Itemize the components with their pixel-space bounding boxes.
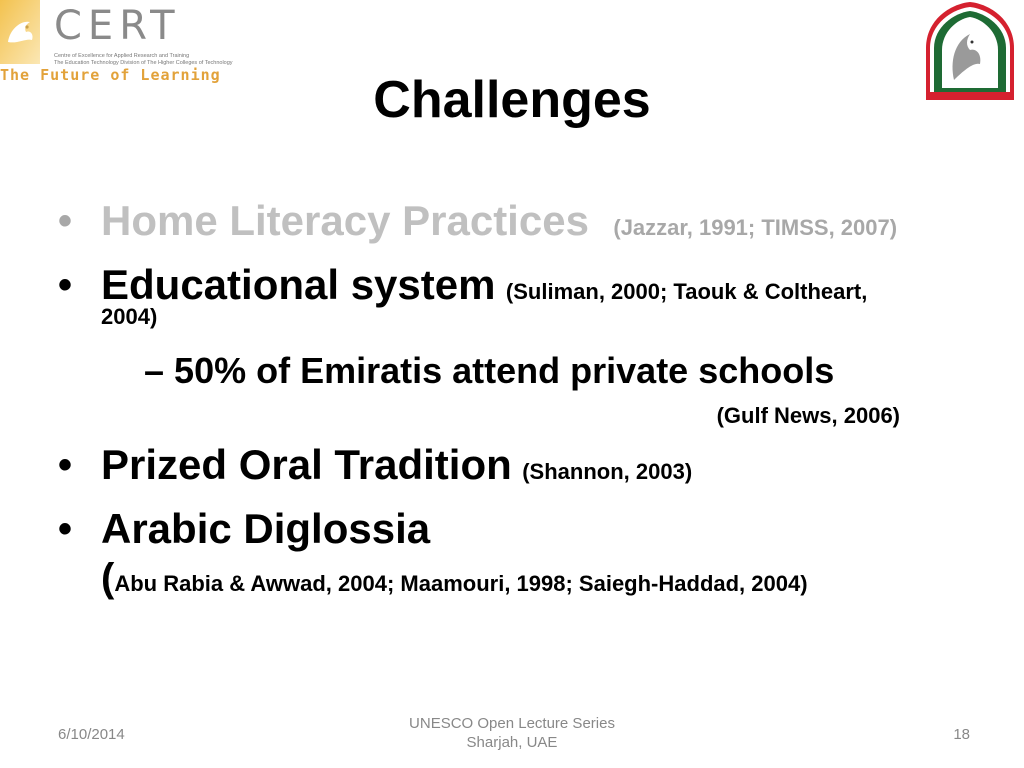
bullet-text: Prized Oral Tradition <box>101 441 512 488</box>
cert-wordmark: CERT <box>54 3 181 49</box>
bullet-oral-tradition <box>58 436 1008 500</box>
cert-subtitle-2: The Education Technology Division of The Higher Colleges of Technology <box>54 60 233 66</box>
cert-tagline: The Future of Learning <box>0 66 221 84</box>
sub-bullet-dash: – <box>144 350 165 391</box>
footer-center <box>360 714 664 752</box>
falcon-logo-icon <box>0 0 46 66</box>
bullet-citation: (Jazzar, 1991; TIMSS, 2007) <box>613 215 898 240</box>
footer-date: 6/10/2014 <box>58 726 125 743</box>
bullet-dot: • <box>58 263 73 307</box>
footer-location: Sharjah, UAE <box>466 734 558 751</box>
sub-bullet-private-schools <box>58 346 1008 436</box>
slide-title: Challenges <box>373 71 651 129</box>
bullet-dot: • <box>58 507 73 551</box>
bullet-arabic-diglossia <box>58 500 1008 600</box>
bullet-text: Arabic Diglossia <box>101 505 431 552</box>
bullet-dot: • <box>58 199 73 243</box>
bullet-dot: • <box>58 443 73 487</box>
bullet-citation: (Suliman, 2000; Taouk & Coltheart, <box>505 279 868 304</box>
bullet-list <box>58 192 1008 600</box>
bullet-text: Home Literacy Practices <box>101 197 589 244</box>
sub-bullet-citation: (Gulf News, 2006) <box>716 403 900 428</box>
cert-subtitle: Centre of Excellence for Applied Research and Training <box>54 53 190 59</box>
bullet-educational-system <box>58 256 1008 346</box>
footer-series: UNESCO Open Lecture Series <box>409 715 615 732</box>
bullet-citation-continued: 2004) <box>101 304 158 329</box>
bullet-citation: (Shannon, 2003) <box>522 459 693 484</box>
bullet-citation-paren: ( <box>101 556 115 600</box>
sub-bullet-text: 50% of Emiratis attend private schools <box>174 350 835 391</box>
footer-page-number: 18 <box>953 726 970 743</box>
bullet-home-literacy <box>58 192 1008 256</box>
bullet-text: Educational system <box>101 261 496 308</box>
bullet-citation: Abu Rabia & Awwad, 2004; Maamouri, 1998; Saiegh-Haddad, 2004) <box>114 571 808 596</box>
